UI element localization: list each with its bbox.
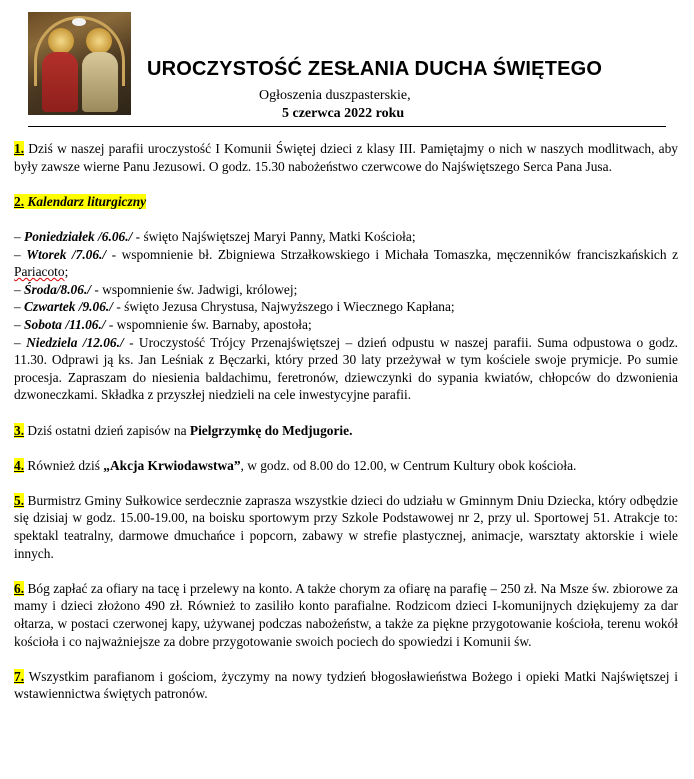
calendar-entry	[14, 316, 678, 334]
item-text: Burmistrz Gminy Sułkowice serdecznie zaprasza wszystkie dzieci do udziału w Gminnym Dniu Dziecka, który odbędzie się dzisiaj w godz. 15.00-19.00, na boisku sportowym przy Szkole Podstawowej nr 2, przy ul. Sportowej 51. Atrakcje to: spektakl teatralny, darmowe dmuchańce i popcorn, zabawy w strefie plastycznej, animacje, warsztaty aktorskie i wiele innych.	[14, 492, 678, 561]
item-number: 7.	[14, 668, 25, 684]
announcement-1	[14, 140, 678, 175]
item-number: 3.	[14, 422, 25, 438]
calendar-entry	[14, 246, 678, 281]
figure-left	[42, 52, 78, 112]
calendar-heading-text: Kalendarz liturgiczny	[27, 193, 147, 209]
calendar-day: Poniedziałek /6.06./	[24, 228, 133, 244]
dash: –	[14, 281, 25, 297]
item-number: 5.	[14, 492, 25, 508]
divider	[28, 126, 666, 127]
figure-right	[82, 52, 118, 112]
spell-flagged-word: Pariacoto	[14, 264, 65, 280]
calendar-day: Środa/8.06./	[24, 281, 92, 297]
header	[14, 0, 680, 128]
item-number: 1.	[14, 141, 25, 156]
calendar-entry	[14, 281, 678, 299]
dash: –	[14, 299, 25, 315]
calendar-entry	[14, 334, 678, 404]
calendar-text: - wspomnienie św. Jadwigi, królowej;	[91, 281, 298, 297]
item-text: Dziś ostatni dzień zapisów na	[24, 422, 190, 438]
calendar-day: Wtorek /7.06./	[26, 246, 107, 262]
dash: –	[14, 334, 27, 350]
calendar-text: - wspomnienie św. Barnaby, apostoła;	[105, 316, 312, 332]
announcement-2-heading	[14, 193, 678, 211]
page-date: 5 czerwca 2022 roku	[282, 106, 405, 121]
pilgrimage-name: Pielgrzymkę do Medjugorie.	[189, 422, 353, 438]
announcement-7	[14, 668, 678, 703]
item-number: 2.	[14, 193, 25, 209]
calendar-heading	[24, 194, 146, 209]
dash: –	[14, 246, 27, 262]
item-text: Również dziś	[24, 457, 104, 473]
calendar-text: - święto Jezusa Chrystusa, Najwyższego i Wiecznego Kapłana;	[112, 299, 455, 315]
dove-icon	[72, 18, 86, 26]
calendar-text: - święto Najświętszej Maryi Panny, Matki Kościoła;	[132, 228, 416, 244]
dash: –	[14, 228, 25, 244]
announcement-3	[14, 422, 678, 440]
calendar-entry	[14, 298, 678, 316]
pentecost-painting	[28, 12, 131, 115]
announcement-4	[14, 457, 678, 475]
dash: –	[14, 316, 25, 332]
calendar-text: - Uroczystość Trójcy Przenajświętszej – dzień odpustu w naszej parafii. Suma odpustowa o godz. 11.30. Odprawi ją ks. Jan Leśniak z Bęczarki, który przed 30 laty przeżywał w tym kościele swoje prymicje. Po sumie procesja. Zapraszam do niesienia baldachimu, feretronów, dziewczynki do sypania kwiatów, chłopców do dzwonienia dzwoneczkami. Składka z przyszłej niedzieli na cele inwestycyjne parafii.	[14, 334, 678, 403]
item-text: Dziś w naszej parafii uroczystość I Komunii Świętej dzieci z klasy III. Pamiętajmy o nich w naszych modlitwach, aby były zawsze wierne Panu Jezusowi. O godz. 15.30 nabożeństwo czerwcowe do Najświętszego Serca Pana Jusa.	[14, 141, 678, 174]
calendar-day: Sobota /11.06./	[24, 316, 106, 332]
item-text: Wszystkim parafianom i gościom, życzymy na nowy tydzień błogosławieństwa Bożego i opieki Matki Najświętszej i wstawiennictwa świętych patronów.	[14, 668, 678, 702]
item-number: 4.	[14, 457, 25, 473]
calendar-day: Czwartek /9.06./	[24, 299, 113, 315]
calendar-text: - wspomnienie bł. Zbigniewa Strzałkowskiego i Michała Tomaszka, męczenników franciszkańskich z	[106, 246, 679, 262]
calendar-text-end: ;	[64, 264, 69, 280]
liturgical-calendar	[14, 228, 678, 404]
announcement-5	[14, 492, 678, 562]
item-text-end: , w godz. od 8.00 do 12.00, w Centrum Kultury obok kościoła.	[240, 457, 577, 473]
halo-right	[86, 28, 112, 54]
page-subtitle: Ogłoszenia duszpasterskie,	[259, 88, 411, 103]
item-number: 6.	[14, 580, 25, 596]
announcement-6	[14, 580, 678, 650]
item-text: Bóg zapłać za ofiary na tacę i przelewy na konto. A także chorym za ofiarę na parafię – 250 zł. Na Msze św. zbiorowe za mamy i dzieci złożono 490 zł. Również to zasiliło konto parafialne. Rodzicom dzieci I-komunijnych dziękujemy za dar ołtarza, w postaci czerwonej kapy, używanej podczas nabożeństw, a także za piękne przygotowanie kościoła, terenu wokół kościoła i co najważniejsze za dobre przygotowanie swoich pociech do spowiedzi i Komunii św.	[14, 580, 678, 649]
page-title: UROCZYSTOŚĆ ZESŁANIA DUCHA ŚWIĘTEGO	[147, 58, 603, 80]
announcements	[14, 140, 678, 703]
calendar-day: Niedziela /12.06./	[26, 334, 124, 350]
blood-drive-name: „Akcja Krwiodawstwa”	[103, 457, 241, 473]
calendar-entry	[14, 228, 678, 246]
halo-left	[48, 28, 74, 54]
